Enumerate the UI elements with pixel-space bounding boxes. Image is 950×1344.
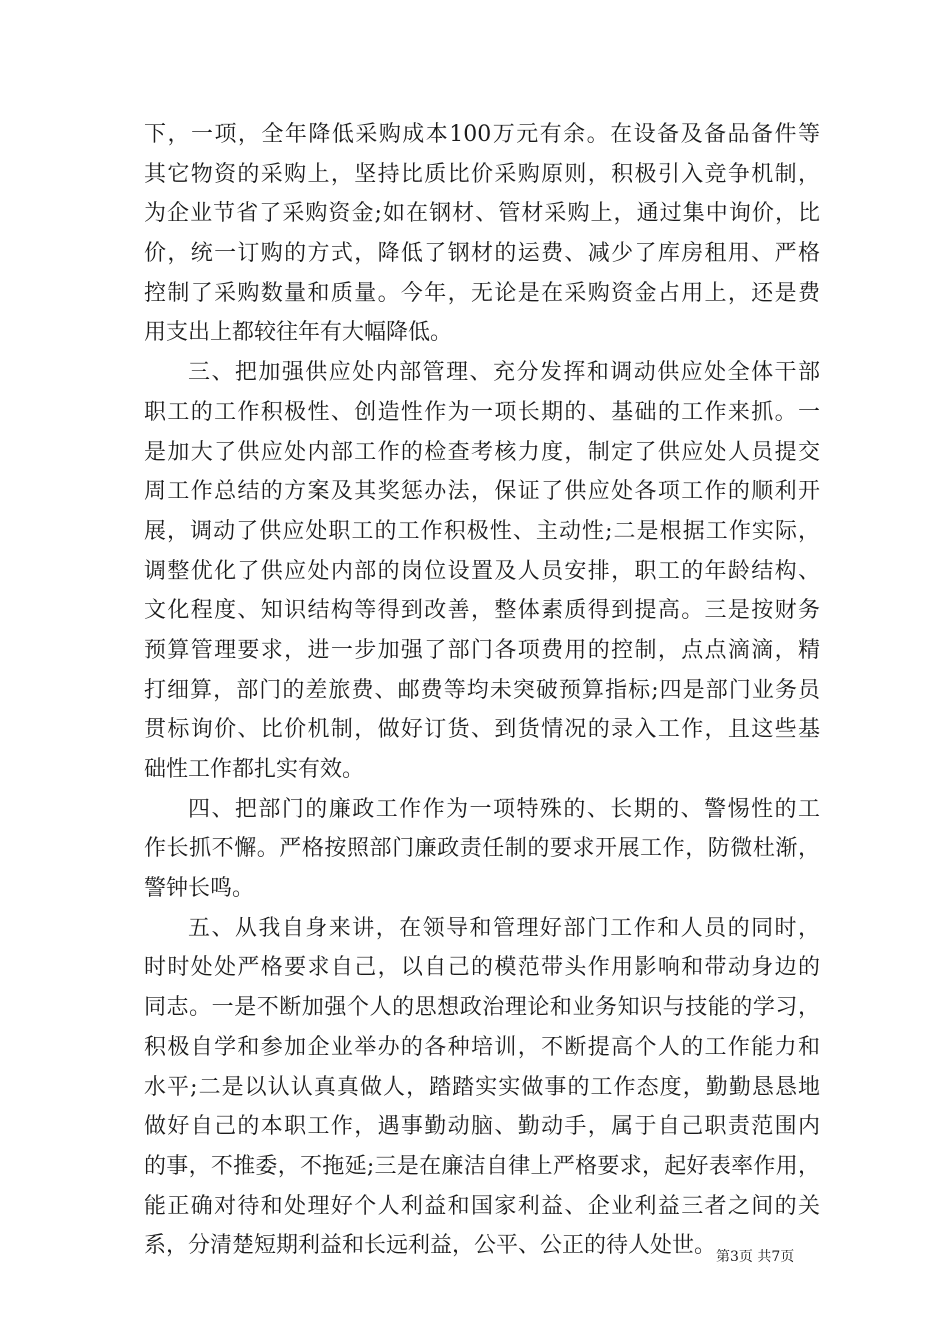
text-line: 作长抓不懈。严格按照部门廉政责任制的要求开展工作，防微杜渐，	[144, 836, 820, 862]
text-line: 周工作总结的方案及其奖惩办法，保证了供应处各项工作的顺利开	[144, 479, 820, 505]
text-line: 同志。一是不断加强个人的思想政治理论和业务知识与技能的学习，	[144, 995, 820, 1021]
text-line: 是加大了供应处内部工作的检查考核力度，制定了供应处人员提交	[144, 439, 820, 465]
text-line: 价，统一订购的方式，降低了钢材的运费、减少了库房租用、严格	[144, 241, 820, 267]
text-line: 其它物资的采购上，坚持比质比价采购原则，积极引入竞争机制，	[144, 161, 820, 187]
text-line: 预算管理要求，进一步加强了部门各项费用的控制，点点滴滴，精	[144, 637, 820, 663]
document-body	[144, 115, 820, 1266]
text-line: 控制了采购数量和质量。今年，无论是在采购资金占用上，还是费	[144, 280, 820, 306]
text-line: 系，分清楚短期利益和长远利益，公平、公正的待人处世。	[144, 1233, 717, 1259]
page-number: 第3页 共7页	[716, 1249, 795, 1265]
text-line: 用支出上都较往年有大幅降低。	[144, 320, 453, 346]
text-line: 做好自己的本职工作，遇事勤动脑、勤动手，属于自己职责范围内	[144, 1114, 820, 1140]
paragraph-first-line: 四、把部门的廉政工作作为一项特殊的、长期的、警惕性的工	[188, 796, 820, 822]
text-line: 为企业节省了采购资金;如在钢材、管材采购上，通过集中询价，比	[144, 201, 820, 227]
text-line: 警钟长鸣。	[144, 876, 255, 902]
text-line: 水平;二是以认认真真做人，踏踏实实做事的工作态度，勤勤恳恳地	[144, 1074, 820, 1100]
text-line: 贯标询价、比价机制，做好订货、到货情况的录入工作，且这些基	[144, 717, 820, 743]
text-line: 打细算，部门的差旅费、邮费等均未突破预算指标;四是部门业务员	[144, 677, 820, 703]
text-line: 展，调动了供应处职工的工作积极性、主动性;二是根据工作实际，	[144, 518, 820, 544]
text-line: 积极自学和参加企业举办的各种培训，不断提高个人的工作能力和	[144, 1034, 820, 1060]
paragraph-first-line: 五、从我自身来讲，在领导和管理好部门工作和人员的同时，	[188, 915, 820, 941]
text-line: 下，一项，全年降低采购成本100万元有余。在设备及备品备件等	[144, 122, 820, 147]
text-line: 础性工作都扎实有效。	[144, 757, 365, 782]
text-line: 的事，不推委，不拖延;三是在廉洁自律上严格要求，起好表率作用，	[144, 1153, 820, 1179]
paragraph-first-line: 三、把加强供应处内部管理、充分发挥和调动供应处全体干部	[188, 360, 820, 386]
text-line: 时时处处严格要求自己，以自己的模范带头作用影响和带动身边的	[144, 955, 820, 981]
text-line: 能正确对待和处理好个人利益和国家利益、企业利益三者之间的关	[144, 1193, 820, 1219]
text-line: 文化程度、知识结构等得到改善，整体素质得到提高。三是按财务	[144, 598, 820, 624]
text-line: 调整优化了供应处内部的岗位设置及人员安排，职工的年龄结构、	[144, 558, 820, 584]
text-line: 职工的工作积极性、创造性作为一项长期的、基础的工作来抓。一	[144, 399, 820, 425]
